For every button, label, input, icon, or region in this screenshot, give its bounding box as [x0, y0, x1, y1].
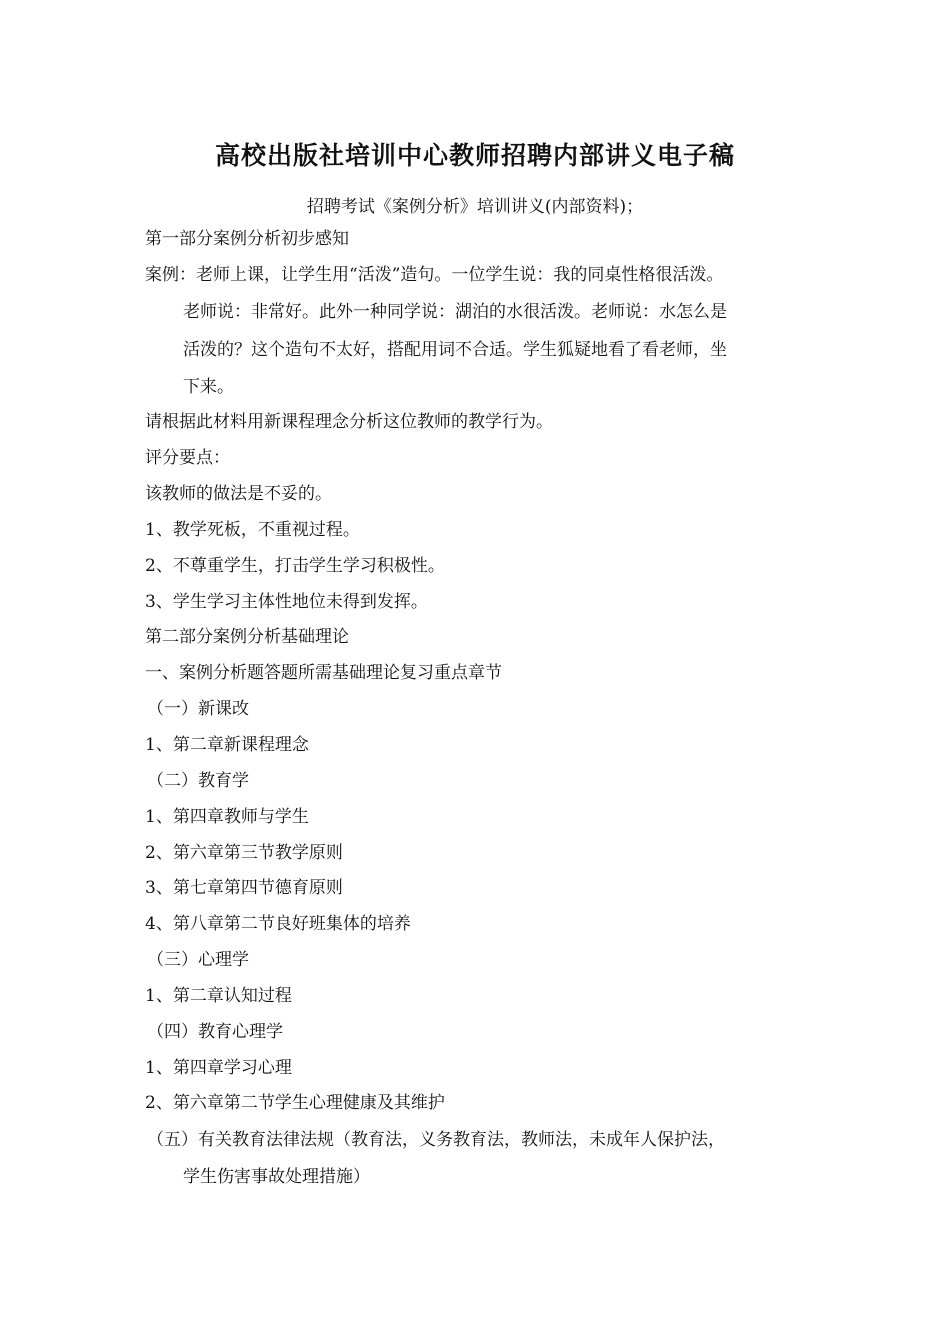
subsection-heading: （一）新课改 — [147, 699, 249, 719]
question-line: 请根据此材料用新课程理念分析这位教师的教学行为。 — [145, 412, 553, 432]
document-title: 高校出版社培训中心教师招聘内部讲义电子稿 — [214, 141, 735, 170]
chapter-item: 4、第八章第二节良好班集体的培养 — [145, 914, 411, 934]
chapter-item: 2、第六章第三节教学原则 — [145, 843, 343, 863]
subsection-heading: （五）有关教育法律法规（教育法，义务教育法，教师法，未成年人保护法， — [147, 1130, 725, 1150]
scoring-point: 2、不尊重学生，打击学生学习积极性。 — [145, 556, 445, 576]
chapter-item: 1、第四章学习心理 — [145, 1058, 292, 1078]
chapter-item: 1、第二章认知过程 — [145, 986, 292, 1006]
case-text-line: 案例：老师上课，让学生用“活泼”造句。一位学生说：我的同桌性格很活泼。 — [145, 265, 724, 285]
case-text-line: 活泼的？这个造句不太好，搭配用词不合适。学生狐疑地看了看老师，坐 — [183, 340, 727, 360]
chapter-item: 1、第二章新课程理念 — [145, 735, 309, 755]
subsection-heading: （四）教育心理学 — [147, 1022, 283, 1042]
part-two-heading: 第二部分案例分析基础理论 — [145, 627, 349, 647]
subsection-continuation: 学生伤害事故处理措施） — [183, 1167, 370, 1187]
subsection-heading: （二）教育学 — [147, 771, 249, 791]
scoring-point: 1、教学死板，不重视过程。 — [145, 520, 360, 540]
scoring-line: 该教师的做法是不妥的。 — [145, 484, 332, 504]
part-one-heading: 第一部分案例分析初步感知 — [145, 229, 349, 249]
chapter-item: 3、第七章第四节德育原则 — [145, 878, 343, 898]
document-subtitle: 招聘考试《案例分析》培训讲义(内部资料)； — [306, 197, 644, 217]
scoring-point: 3、学生学习主体性地位未得到发挥。 — [145, 592, 428, 612]
case-text-line: 老师说：非常好。此外一种同学说：湖泊的水很活泼。老师说：水怎么是 — [183, 302, 727, 322]
scoring-heading: 评分要点： — [145, 448, 230, 468]
section-heading: 一、案例分析题答题所需基础理论复习重点章节 — [145, 663, 502, 683]
chapter-item: 1、第四章教师与学生 — [145, 807, 309, 827]
case-text-line: 下来。 — [183, 377, 234, 397]
subsection-heading: （三）心理学 — [147, 950, 249, 970]
chapter-item: 2、第六章第二节学生心理健康及其维护 — [145, 1093, 445, 1113]
